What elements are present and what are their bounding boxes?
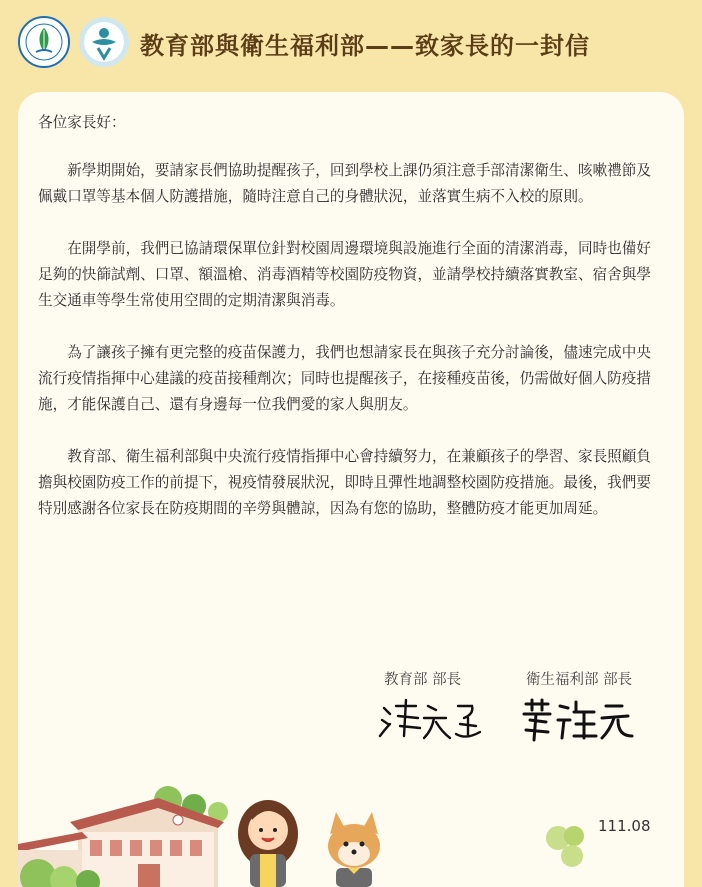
girl-character-icon <box>238 800 298 887</box>
page-title: 教育部與衛生福利部——致家長的一封信 <box>140 32 590 60</box>
letter-card <box>18 92 684 887</box>
header <box>0 0 702 92</box>
dog-character-icon <box>328 812 380 887</box>
signature-title-mohw: 衛生福利部 部長 <box>526 672 633 688</box>
letter-body <box>38 110 664 548</box>
ministry-of-health-logo <box>78 16 130 68</box>
school-illustration <box>18 772 418 887</box>
handwritten-signature-moe-minister <box>376 696 486 744</box>
paragraph-4: 教育部、衛生福利部與中央流行疫情指揮中心會持續努力，在兼顧孩子的學習、家長照顧負擔與校園防疫工作的前提下，視疫情發展狀況，即時且彈性地調整校園防疫措施。最後，我們要特別感謝各位家長在防疫期間的辛勞與體諒，因為有您的協助，整體防疫才能更加周延。 <box>38 448 651 517</box>
letter-date: 111.08 <box>598 817 651 835</box>
handwritten-signature-mohw-minister <box>518 696 638 744</box>
bushes-decoration <box>534 822 604 872</box>
paragraph-1: 新學期開始，要請家長們協助提醒孩子，回到學校上課仍須注意手部清潔衛生、咳嗽禮節及佩戴口罩等基本個人防護措施，隨時注意自己的身體狀況，並落實生病不入校的原則。 <box>38 162 651 205</box>
ministry-of-education-logo <box>18 16 70 68</box>
paragraph-3: 為了讓孩子擁有更完整的疫苗保護力，我們也想請家長在與孩子充分討論後，儘速完成中央流行疫情指揮中心建議的疫苗接種劑次；同時也提醒孩子，在接種疫苗後，仍需做好個人防疫措施，才能保護自己、還有身邊每一位我們愛的家人與朋友。 <box>38 344 651 413</box>
greeting: 各位家長好： <box>38 114 126 131</box>
signature-title-moe: 教育部 部長 <box>384 672 462 688</box>
paragraph-2: 在開學前，我們已協請環保單位針對校園周邊環境與設施進行全面的清潔消毒，同時也備好足夠的快篩試劑、口罩、額溫槍、消毒酒精等校園防疫物資，並請學校持續落實教室、宿舍與學生交通車等學生常使用空間的定期清潔與消毒。 <box>38 240 651 309</box>
